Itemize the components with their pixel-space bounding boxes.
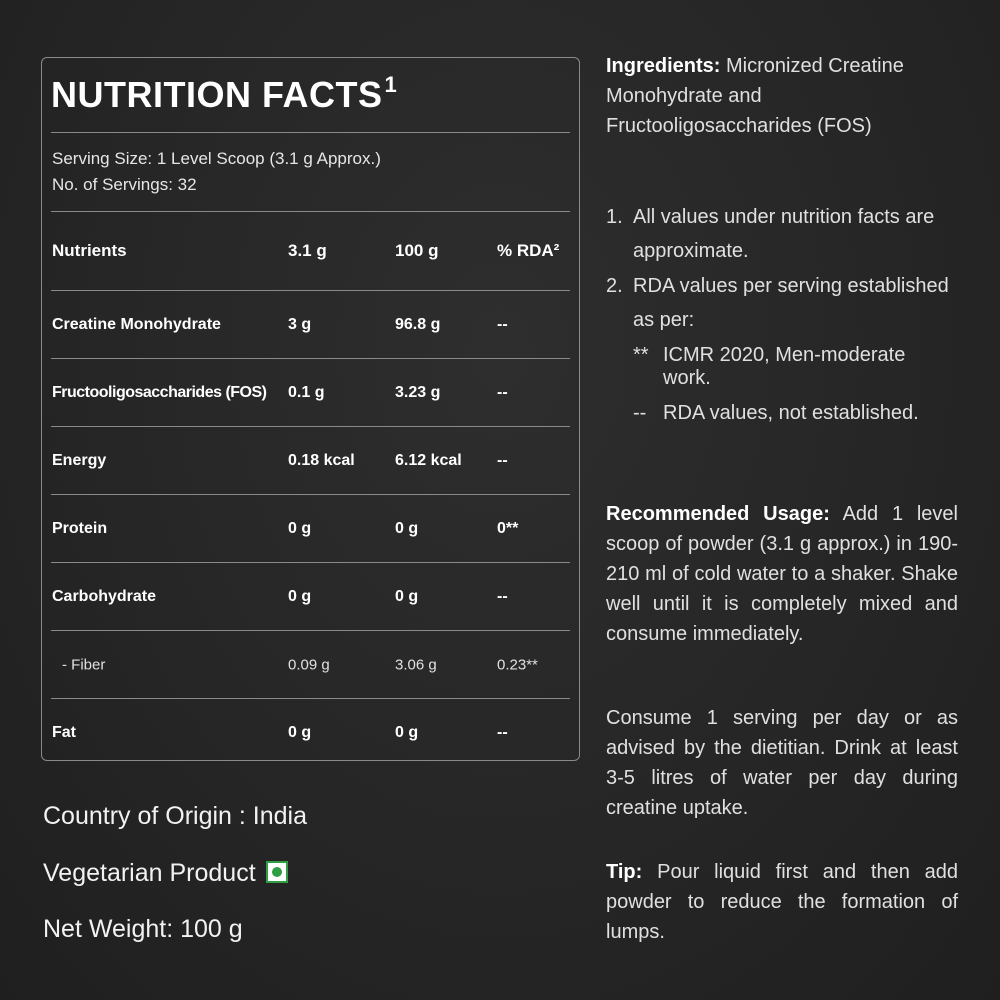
- ingredients-block: [606, 51, 958, 141]
- nutrient-name: Carbohydrate: [52, 588, 157, 605]
- rda-value: --: [497, 384, 508, 401]
- header-nutrients: Nutrients: [52, 241, 127, 260]
- nutrient-name: Energy: [52, 452, 107, 469]
- tip-label: Tip:: [606, 861, 643, 883]
- nutrition-facts-title: NUTRITION FACTS$^1$: [51, 72, 398, 115]
- usage-text: Add 1 level scoop of powder (3.1 g approx.) in 190-210 ml of cold water to a shaker. Shake well until it is completely mixed and consume immediately.: [606, 503, 958, 645]
- nutrient-name: - Fiber: [62, 656, 106, 674]
- per-100g-value: 3.06 g: [395, 656, 437, 674]
- per-100g-value: 3.23 g: [395, 384, 441, 401]
- ingredients-label: Ingredients:: [606, 55, 721, 77]
- nutrient-name: Fructooligosaccharides (FOS): [52, 384, 267, 401]
- subnote-marker: --: [633, 402, 647, 424]
- footnote-text: RDA values per serving established as per:: [633, 275, 949, 331]
- per-serving-value: 0.18 kcal: [288, 452, 355, 469]
- per-100g-value: 0 g: [395, 588, 419, 605]
- header-per-100g: 100 g: [395, 241, 439, 260]
- footnote-text: All values under nutrition facts are approximate.: [633, 206, 935, 262]
- divider: [51, 132, 570, 133]
- table-row: [52, 699, 570, 767]
- rda-value: 0.23**: [497, 656, 538, 674]
- per-serving-value: 3 g: [288, 316, 312, 333]
- usage-label: Recommended Usage:: [606, 503, 830, 525]
- per-100g-value: 96.8 g: [395, 316, 441, 333]
- per-100g-value: 0 g: [395, 724, 419, 741]
- recommended-usage: [606, 499, 958, 649]
- nutrient-name: Creatine Monohydrate: [52, 316, 221, 333]
- rda-value: --: [497, 316, 508, 333]
- serving-size: Serving Size: 1 Level Scoop (3.1 g Approx.): [52, 149, 381, 168]
- header-per-serving: 3.1 g: [288, 241, 327, 260]
- subnote-text: RDA values, not established.: [663, 402, 919, 424]
- country-of-origin: Country of Origin : India: [43, 802, 308, 830]
- per-serving-value: 0.1 g: [288, 384, 325, 401]
- net-weight: Net Weight: 100 g: [43, 915, 243, 943]
- title-footnote-marker: 1: [384, 72, 398, 97]
- table-row: [52, 359, 570, 427]
- per-serving-value: 0.09 g: [288, 656, 330, 674]
- rda-value: --: [497, 452, 508, 469]
- per-100g-value: 0 g: [395, 520, 419, 537]
- rda-value: 0**: [497, 520, 519, 537]
- subnote-text: ICMR 2020, Men-moderate work.: [663, 344, 906, 389]
- veg-symbol-icon: [266, 861, 288, 883]
- table-header-row: [52, 217, 570, 285]
- header-rda: % RDA²: [497, 241, 560, 260]
- subnote-marker: **: [633, 344, 649, 366]
- per-serving-value: 0 g: [288, 724, 312, 741]
- vegetarian-product: [43, 859, 288, 888]
- per-serving-value: 0 g: [288, 520, 312, 537]
- nutrition-facts-panel: [41, 57, 580, 761]
- table-row: [52, 631, 570, 699]
- rda-value: --: [497, 588, 508, 605]
- table-row: [52, 495, 570, 563]
- table-row: [52, 427, 570, 495]
- per-100g-value: 6.12 kcal: [395, 452, 462, 469]
- tip-block: [606, 857, 958, 947]
- rda-value: --: [497, 724, 508, 741]
- divider: [51, 211, 570, 212]
- servings-count: No. of Servings: 32: [52, 175, 197, 194]
- footnote-number: 1.: [606, 206, 623, 228]
- nutrient-name: Protein: [52, 520, 108, 537]
- per-serving-value: 0 g: [288, 588, 312, 605]
- ingredients-text: Micronized Creatine Monohydrate and Fructooligosaccharides (FOS): [606, 55, 904, 137]
- usage-consumption: Consume 1 serving per day or as advised by the dietitian. Drink at least 3-5 litres of water per day during creatine uptake.: [606, 707, 958, 819]
- vegetarian-label: Vegetarian Product: [43, 859, 256, 887]
- footnote-number: 2.: [606, 275, 623, 297]
- table-row: [52, 291, 570, 359]
- tip-text: Pour liquid first and then add powder to reduce the formation of lumps.: [606, 861, 958, 943]
- table-row: [52, 563, 570, 631]
- nutrient-name: Fat: [52, 724, 76, 741]
